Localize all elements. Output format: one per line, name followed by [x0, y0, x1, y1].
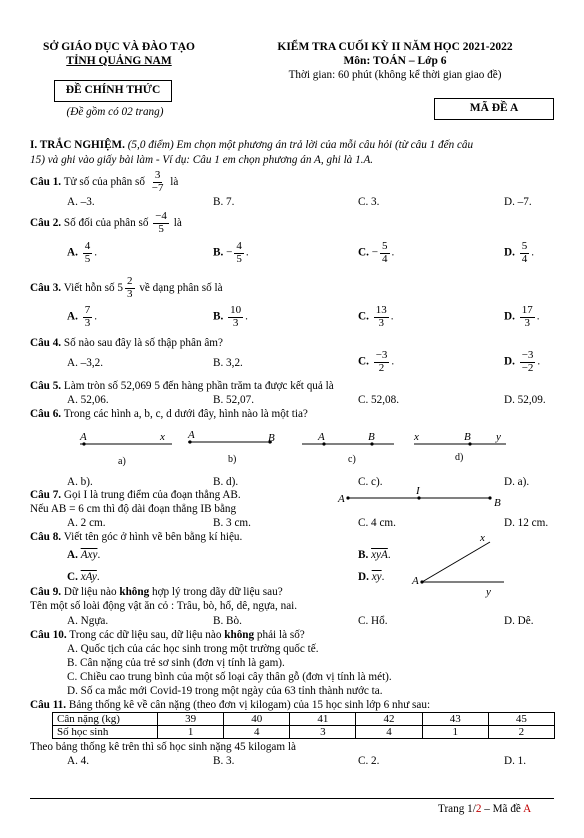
q4-option-c: C. $\frac{-3}{2}$ . [358, 349, 395, 374]
q10-stem [30, 629, 305, 641]
q8-stem [30, 531, 242, 543]
q8-label-A: A [412, 575, 419, 587]
q3-option-a: A. $\frac{7}{3}$ . [67, 304, 97, 329]
q3-c-frac [374, 305, 389, 329]
table-cell: Cân nặng (kg) [53, 713, 158, 726]
q8-angle-figure [400, 532, 510, 598]
q11-option-b: B. 3. [213, 755, 235, 767]
q4-option-d: D. $\frac{-3}{-2}$ . [504, 349, 541, 374]
q4-c-den: 2 [378, 361, 385, 374]
table-cell: 45 [488, 713, 554, 726]
q2-b-sign: − [226, 246, 233, 259]
section-instr-line2: 15) và ghi vào giấy bài làm - Ví dụ: Câu 1 em chọn phương án A, ghi là 1.A. [30, 154, 374, 166]
q2-frac-num: −4 [155, 210, 167, 223]
q6-option-c: C. c). [358, 476, 383, 488]
q8-c-letter: C. [67, 571, 78, 583]
q3-mix-den: 3 [127, 287, 133, 300]
fig-c-caption: c) [348, 454, 356, 465]
q8-a-letter: A. [67, 549, 78, 561]
q11-stem [30, 699, 430, 711]
q7-label-A: A [338, 493, 345, 505]
q1-fraction [150, 170, 166, 194]
section-instructions-1 [30, 139, 473, 151]
fig-d-label-B: B [464, 431, 471, 443]
q9-text-post: hợp lý trong dãy dữ liệu sau? [152, 586, 283, 598]
q8-a-angle: $\overline{Axy}$ [80, 549, 98, 561]
q4-d-letter: D. [504, 355, 515, 368]
q4-option-b: B. 3,2. [213, 357, 243, 369]
q2-option-c: C. − $\frac{5}{4}$ . [358, 240, 395, 265]
q3-c-num: 13 [375, 304, 387, 316]
q4-label: Câu 4. [30, 337, 62, 349]
q2-d-den: 4 [521, 252, 528, 265]
q8-c-angle: $\overline{xAy}$ [80, 571, 97, 583]
footer-code: A [523, 803, 532, 815]
q7-text2: Nếu AB = 6 cm thì độ dài đoạn thẳng IB bằng [30, 503, 237, 515]
q9-stem [30, 586, 283, 598]
pages-note: (Đề gồm có 02 trang) [66, 106, 164, 118]
q8-option-b: B. $\overline{xyA}$. [358, 549, 391, 561]
q3-a-letter: A. [67, 310, 78, 323]
q7-label-B: B [494, 497, 501, 508]
q7-point-B [488, 496, 491, 499]
table-row [53, 726, 555, 739]
section-instr-line1: (5,0 điểm) Em chọn một phương án trả lời của mỗi câu hỏi (từ câu 1 đến câu [127, 139, 474, 151]
q5-option-b: B. 52,07. [213, 394, 255, 406]
q4-d-num: −3 [521, 349, 534, 361]
time-line: Thời gian: 60 phút (không kể thời gian giao đề) [288, 69, 502, 81]
q9-option-d: D. Dê. [504, 615, 534, 627]
section-title: I. TRẮC NGHIỆM. [30, 139, 125, 151]
table-cell: 42 [356, 713, 422, 726]
q6-text: Trong các hình a, b, c, d dưới đây, hình nào là một tia? [63, 408, 308, 420]
q7-option-d: D. 12 cm. [504, 517, 549, 529]
q11-stats-table [52, 712, 555, 739]
q1-option-a: A. –3. [67, 196, 95, 208]
q7-stem [30, 489, 241, 501]
q4-d-frac [520, 350, 536, 374]
q3-b-den: 3 [232, 316, 239, 329]
q3-whole: 5 [117, 282, 124, 294]
q2-option-b: B. − $\frac{4}{5}$ . [213, 240, 249, 265]
q8-option-d: D. $\overline{xy}$. [358, 571, 385, 583]
q2-d-frac [520, 241, 530, 265]
table-cell: 4 [356, 726, 422, 739]
subject-line: Môn: TOÁN – Lớp 6 [343, 55, 447, 67]
q11-option-d: D. 1. [504, 755, 527, 767]
q11-option-a: A. 4. [67, 755, 90, 767]
q8-label-y: y [486, 586, 491, 598]
q5-option-d: D. 52,09. [504, 394, 546, 406]
q2-a-letter: A. [67, 246, 78, 259]
table-cell: 3 [290, 726, 356, 739]
q3-a-num: 7 [84, 304, 91, 316]
q2-c-num: 5 [382, 240, 388, 252]
table-cell: 1 [422, 726, 488, 739]
q6-option-d: D. a). [504, 476, 530, 488]
q1-frac-den: −7 [151, 181, 164, 194]
fig-d-caption: d) [455, 452, 464, 463]
q8-d-angle: $\overline{xy}$ [371, 571, 382, 583]
q4-c-frac [374, 350, 390, 374]
q2-tail: là [173, 217, 182, 229]
table-cell: 1 [158, 726, 224, 739]
exam-code: MÃ ĐỀ A [469, 102, 519, 114]
q7-text: Gọi I là trung điểm của đoạn thẳng AB. [63, 489, 241, 501]
fig-a-caption: a) [118, 456, 126, 467]
table-cell: Số học sinh [53, 726, 158, 739]
q7-point-A [346, 496, 349, 499]
q2-a-den: 5 [84, 252, 91, 265]
q9-label: Câu 9. [30, 586, 62, 598]
q8-option-c: C. $\overline{xAy}$. [67, 571, 100, 583]
q3-d-den: 3 [524, 316, 530, 329]
q3-a-den: 3 [84, 316, 91, 329]
q5-label: Câu 5. [30, 380, 62, 392]
q3-b-letter: B. [213, 310, 224, 323]
q3-option-d: D. $\frac{17}{3}$ . [504, 304, 540, 329]
q6-option-b: B. d). [213, 476, 239, 488]
q7-label-I: I [416, 485, 420, 497]
table-cell: 40 [224, 713, 290, 726]
q1-frac-num: 3 [154, 169, 161, 182]
q1-option-d: D. –7. [504, 196, 532, 208]
fig-d-label-y: y [496, 431, 501, 443]
page-footer [438, 803, 531, 815]
q2-d-letter: D. [504, 246, 515, 259]
q9-text-pre: Dữ liệu nào [63, 586, 117, 598]
table-cell: 39 [158, 713, 224, 726]
q10-text-bold: không [224, 629, 255, 641]
q10-option-d: D. Số ca mắc mới Covid-19 trong một ngày của 63 tỉnh thành nước ta. [67, 685, 383, 697]
q1-text: Tử số của phân số [63, 176, 145, 188]
q6-figures [60, 426, 520, 470]
fig-c-label-B: B [368, 431, 375, 443]
q1-stem [30, 168, 178, 196]
q7-option-a: A. 2 cm. [67, 517, 106, 529]
q3-text: Viết hỗn số [63, 282, 115, 294]
fig-b-label-B: B [268, 432, 275, 444]
q10-text-pre: Trong các dữ liệu sau, dữ liệu nào [69, 629, 222, 641]
q2-d-num: 5 [521, 240, 528, 252]
footer-total: 2 [475, 803, 482, 815]
q4-c-num: −3 [375, 349, 388, 361]
q2-b-letter: B. [213, 246, 224, 259]
q8-label-x: x [480, 532, 485, 544]
table-cell: 4 [224, 726, 290, 739]
q2-b-den: 5 [236, 252, 242, 265]
table-cell: 2 [488, 726, 554, 739]
q4-stem [30, 337, 223, 349]
q9-option-c: C. Hổ. [358, 615, 388, 627]
q3-mixed-frac [125, 276, 135, 300]
q2-option-d: D. $\frac{5}{4}$ . [504, 240, 534, 265]
q8-d-letter: D. [358, 571, 369, 583]
q8-vertex [420, 580, 423, 583]
q3-d-num: 17 [521, 304, 533, 316]
footer-prefix: Trang 1/ [438, 803, 476, 815]
q1-option-c: C. 3. [358, 196, 380, 208]
q2-a-frac [83, 241, 93, 265]
q10-label: Câu 10. [30, 629, 67, 641]
q3-d-letter: D. [504, 310, 515, 323]
fig-b-label-A: A [188, 429, 195, 441]
fig-b-caption: b) [228, 454, 237, 465]
q8-label: Câu 8. [30, 531, 62, 543]
province-name: TỈNH QUẢNG NAM [66, 55, 172, 67]
q4-text: Số nào sau đây là số thập phân âm? [63, 337, 223, 349]
q8-option-a: A. $\overline{Axy}$. [67, 549, 101, 561]
q9-option-b: B. Bò. [213, 615, 242, 627]
q4-d-den: −2 [521, 361, 534, 374]
q9-text-bold: không [119, 586, 150, 598]
q5-stem [30, 380, 334, 392]
q2-c-sign: − [371, 246, 378, 259]
q9-text2: Tên một số loài động vật ăn cỏ : Trâu, bò, hổ, dê, ngựa, nai. [30, 600, 298, 612]
q3-stem [30, 274, 223, 302]
fig-d-label-x: x [414, 431, 419, 443]
q7-label: Câu 7. [30, 489, 62, 501]
q6-label: Câu 6. [30, 408, 62, 420]
q2-a-num: 4 [84, 240, 91, 252]
q2-b-frac [234, 241, 244, 265]
q6-stem [30, 408, 308, 420]
q2-c-den: 4 [382, 252, 388, 265]
q2-c-frac [380, 241, 390, 265]
fig-a-label-x: x [160, 431, 165, 443]
q3-tail: về dạng phân số là [139, 282, 223, 294]
q10-option-b: B. Cân nặng của trẻ sơ sinh (đơn vị tính là gam). [67, 657, 285, 669]
table-cell: 41 [290, 713, 356, 726]
exam-title: KIỂM TRA CUỐI KỲ II NĂM HỌC 2021-2022 [277, 41, 513, 53]
q2-option-a: A. $\frac{4}{5}$ . [67, 240, 97, 265]
official-label: ĐỀ CHÍNH THỨC [65, 84, 161, 96]
q5-text: Làm tròn số 52,069 5 đến hàng phần trăm ta được kết quả là [63, 380, 334, 392]
q8-b-angle: $\overline{xyA}$ [371, 549, 388, 561]
table-row [53, 713, 555, 726]
q2-frac-den: 5 [158, 222, 164, 235]
q3-option-c: C. $\frac{13}{3}$ . [358, 304, 394, 329]
q3-c-letter: C. [358, 310, 369, 323]
q3-c-den: 3 [378, 316, 384, 329]
q4-option-a: A. –3,2. [67, 357, 104, 369]
q8-text: Viết tên góc ở hình vẽ bên bằng kí hiệu. [63, 531, 243, 543]
q2-stem [30, 209, 182, 237]
q3-d-frac [520, 305, 535, 329]
q4-c-letter: C. [358, 355, 369, 368]
q8-b-letter: B. [358, 549, 369, 561]
q11-option-c: C. 2. [358, 755, 380, 767]
q5-option-c: C. 52,08. [358, 394, 400, 406]
q10-option-c: C. Chiều cao trung bình của một số loại cây thân gỗ (đơn vị tính là mét). [67, 671, 392, 683]
q8-ray-x [422, 542, 490, 582]
q10-option-a: A. Quốc tịch của các học sinh trong một trường quốc tế. [67, 643, 319, 655]
q1-option-b: B. 7. [213, 196, 235, 208]
q1-tail: là [170, 176, 179, 188]
q6-option-a: A. b). [67, 476, 93, 488]
q11-text: Bảng thống kê về cân nặng (theo đơn vị kilogam) của 15 học sinh lớp 6 như sau: [68, 699, 431, 711]
q7-figure [330, 484, 510, 508]
q5-option-a: A. 52,06. [67, 394, 109, 406]
q7-option-b: B. 3 cm. [213, 517, 251, 529]
fig-c-label-A: A [318, 431, 325, 443]
q2-c-letter: C. [358, 246, 369, 259]
q11-label: Câu 11. [30, 699, 67, 711]
q3-a-frac [83, 305, 93, 329]
table-cell: 43 [422, 713, 488, 726]
q7-option-c: C. 4 cm. [358, 517, 396, 529]
q1-label: Câu 1. [30, 176, 62, 188]
q3-option-b: B. $\frac{10}{3}$ . [213, 304, 248, 329]
q2-fraction [153, 211, 169, 235]
q9-option-a: A. Ngựa. [67, 615, 109, 627]
q3-b-frac [228, 305, 243, 329]
q3-mix-num: 2 [127, 275, 133, 288]
footer-mid: – Mã đề [481, 803, 524, 815]
fig-a-label-A: A [80, 431, 87, 443]
q2-b-num: 4 [236, 240, 242, 252]
q2-label: Câu 2. [30, 217, 62, 229]
q3-b-num: 10 [230, 304, 242, 316]
department-name: SỞ GIÁO DỤC VÀ ĐÀO TẠO [43, 41, 195, 53]
q11-question: Theo bảng thống kê trên thì số học sinh nặng 45 kilogam là [30, 741, 296, 753]
footer-divider [30, 798, 554, 799]
q10-text-post: phải là số? [256, 629, 305, 641]
q3-label: Câu 3. [30, 282, 62, 294]
q2-text: Số đối của phân số [63, 217, 149, 229]
